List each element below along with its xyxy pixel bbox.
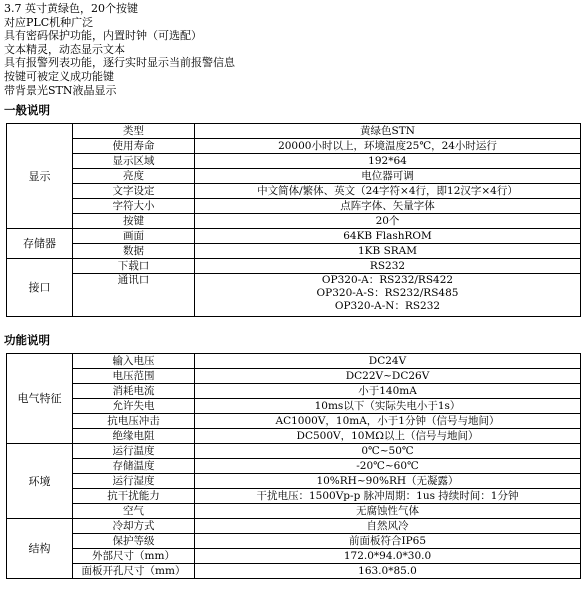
intro-line: 3.7 英寸黄绿色，20个按键 [4,2,138,15]
general-heading: 一般说明 [4,103,50,117]
group-structure: 结构 [7,519,73,579]
row-value: 1KB SRAM [195,244,581,259]
row-value: -20℃~60℃ [195,459,581,474]
row-label: 显示区域 [73,154,195,169]
row-value: 64KB FlashROM [195,229,581,244]
group-display: 显示 [7,124,73,229]
value-line: OP320-A-N：RS232 [334,300,441,312]
row-label: 通讯口 [73,274,195,317]
row-label: 电压范围 [73,369,195,384]
row-value: 点阵字体、矢量字体 [195,199,581,214]
general-spec-table [6,123,581,317]
intro-line: 文本精灵，动态显示文本 [4,42,125,56]
intro-line: 具有报警列表功能，逐行实时显示当前报警信息 [4,56,235,70]
row-value: 10ms以下（实际失电小于1s） [195,399,581,414]
group-environment: 环境 [7,444,73,519]
row-value: 干扰电压：1500Vp-p 脉冲周期：1us 持续时间：1分钟 [195,489,581,504]
row-label: 运行温度 [73,444,195,459]
row-value: RS232 [195,259,581,274]
row-value: 0℃~50℃ [195,444,581,459]
group-interface: 接口 [7,259,73,317]
row-value: 192*64 [195,154,581,169]
row-value: 中文简体/繁体、英文（24字符×4行，即12汉字×4行） [195,184,581,199]
row-label: 存储温度 [73,459,195,474]
row-value: DC22V~DC26V [195,369,581,384]
row-label: 绝缘电阻 [73,429,195,444]
row-label: 画面 [73,229,195,244]
row-label: 下载口 [73,259,195,274]
row-label: 运行湿度 [73,474,195,489]
row-label: 按键 [73,214,195,229]
intro-line: 具有密码保护功能，内置时钟（可选配） [4,29,202,43]
function-spec-table [6,353,581,579]
row-value-multiline [195,274,581,317]
row-value: DC500V，10MΩ以上（信号与地间） [195,429,581,444]
row-value: 电位器可调 [195,169,581,184]
row-label: 抗电压冲击 [73,414,195,429]
row-label: 冷却方式 [73,519,195,534]
row-label: 亮度 [73,169,195,184]
row-label: 输入电压 [73,354,195,369]
intro-line: 带背景光STN液晶显示 [4,83,117,97]
row-label: 字符大小 [73,199,195,214]
row-label: 外部尺寸（mm） [73,549,195,564]
row-value: 无腐蚀性气体 [195,504,581,519]
row-value: 20个 [195,214,581,229]
intro-feature-list [4,2,582,97]
row-label: 允许失电 [73,399,195,414]
row-label: 消耗电流 [73,384,195,399]
row-value: AC1000V，10mA，小于1分钟（信号与地间） [195,414,581,429]
row-value: 172.0*94.0*30.0 [195,549,581,564]
row-value: 163.0*85.0 [195,564,581,579]
row-value: 黄绿色STN [195,124,581,139]
row-label: 面板开孔尺寸（mm） [73,564,195,579]
value-line: OP320-A：RS232/RS422 [321,274,454,286]
row-label: 使用寿命 [73,139,195,154]
group-electrical: 电气特征 [7,354,73,444]
row-value: 前面板符合IP65 [195,534,581,549]
function-heading: 功能说明 [4,333,50,347]
intro-line: 按键可被定义成功能键 [4,69,114,83]
row-value: 小于140mA [195,384,581,399]
row-value: 10%RH~90%RH（无凝露） [195,474,581,489]
row-label: 数据 [73,244,195,259]
row-label: 类型 [73,124,195,139]
group-memory: 存储器 [7,229,73,259]
intro-line: 对应PLC机种广泛 [4,15,94,29]
value-line: OP320-A-S：RS232/RS485 [316,287,459,299]
row-label: 空气 [73,504,195,519]
row-value: 自然风冷 [195,519,581,534]
row-value: DC24V [195,354,581,369]
row-value: 20000小时以上，环境温度25℃，24小时运行 [195,139,581,154]
row-label: 抗干扰能力 [73,489,195,504]
row-label: 保护等级 [73,534,195,549]
row-label: 文字设定 [73,184,195,199]
